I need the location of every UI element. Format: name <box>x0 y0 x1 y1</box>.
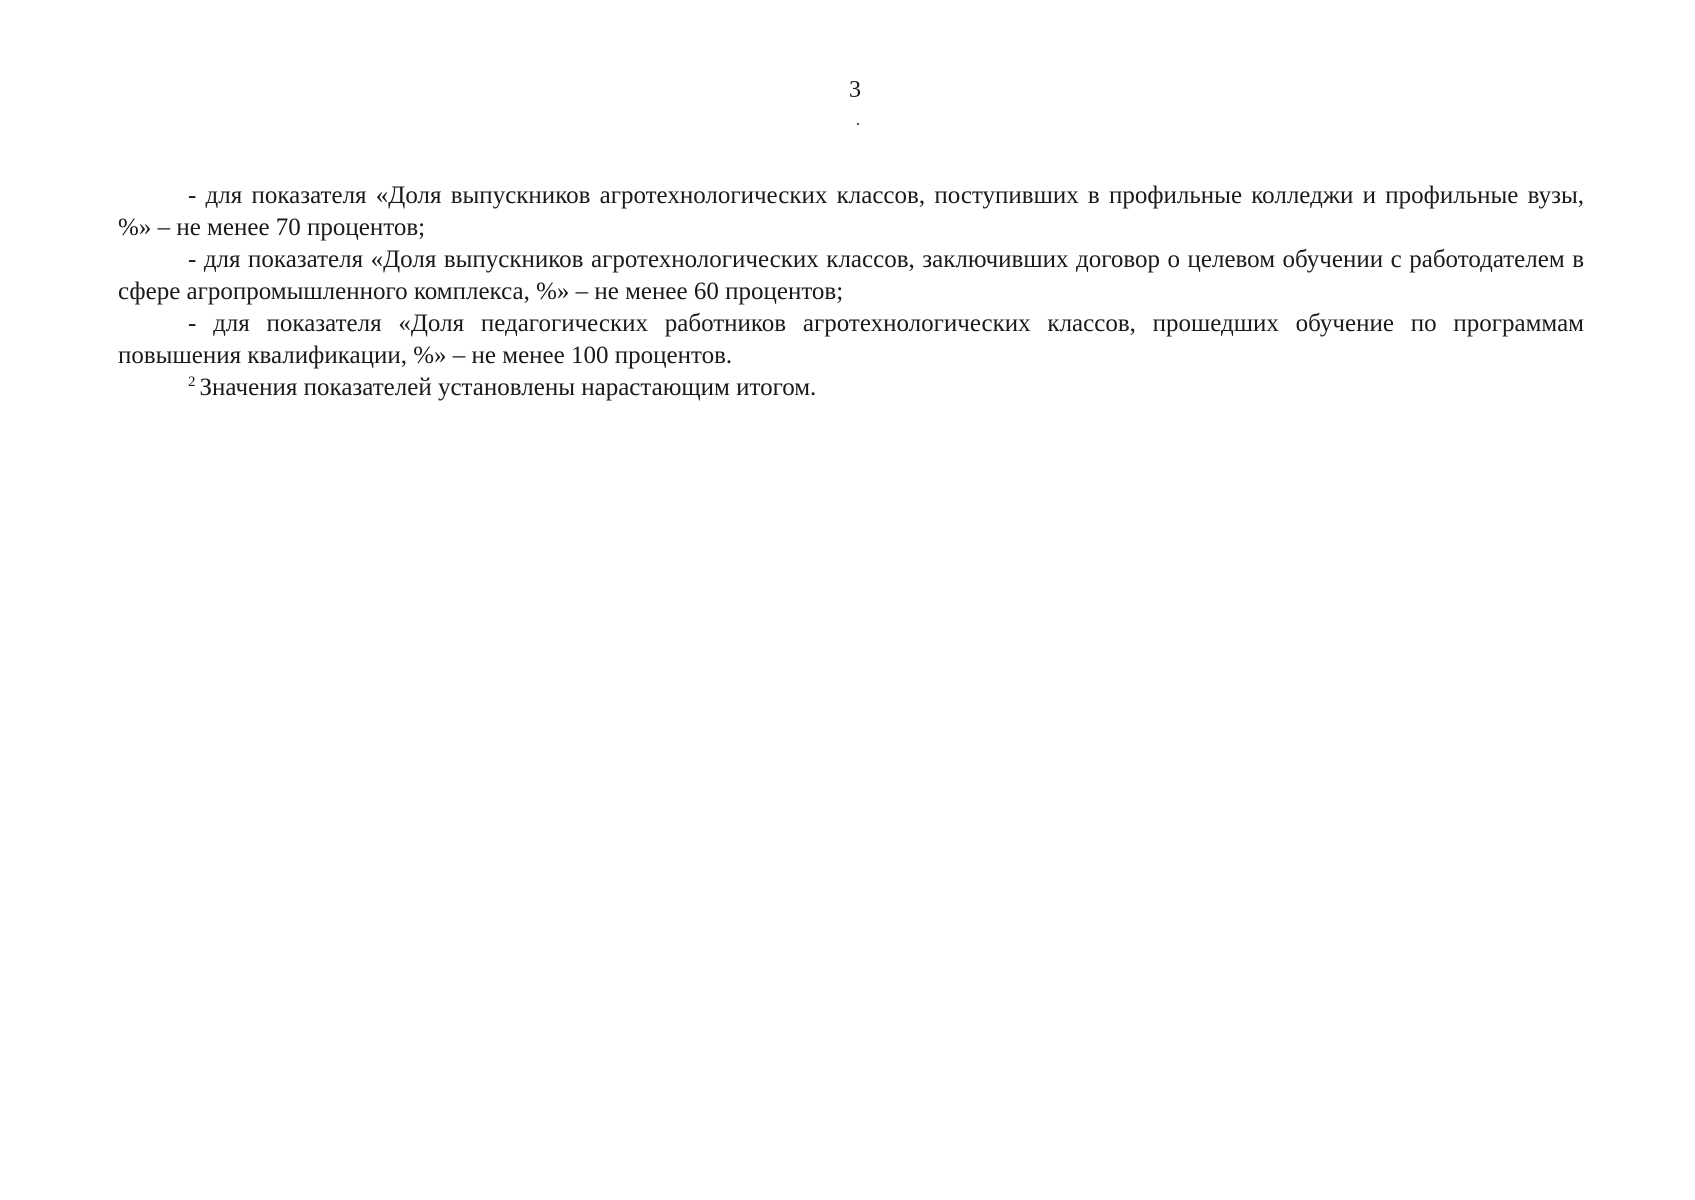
document-body <box>118 180 1584 404</box>
indicator-paragraph-graduates-admission: - для показателя «Доля выпускников агротехнологических классов, поступивших в профильные колледжи и профильные вузы, %» – не менее 70 процентов; <box>118 182 1584 241</box>
indicator-paragraph-teachers-training: - для показателя «Доля педагогических работников агротехнологических классов, прошедших обучение по программам повышения квалификации, %» – не менее 100 процентов. <box>118 310 1584 369</box>
footnote <box>118 372 1584 404</box>
page-number: 3 <box>849 77 861 103</box>
footnote-text: Значения показателей установлены нарастающим итогом. <box>199 374 817 401</box>
footnote-marker: 2 <box>188 373 196 390</box>
indicator-paragraph-graduates-contract: - для показателя «Доля выпускников агротехнологических классов, заключивших договор о целевом обучении с работодателем в сфере агропромышленного комплекса, %» – не менее 60 процентов; <box>118 246 1584 305</box>
page-dot-mark <box>857 123 859 125</box>
